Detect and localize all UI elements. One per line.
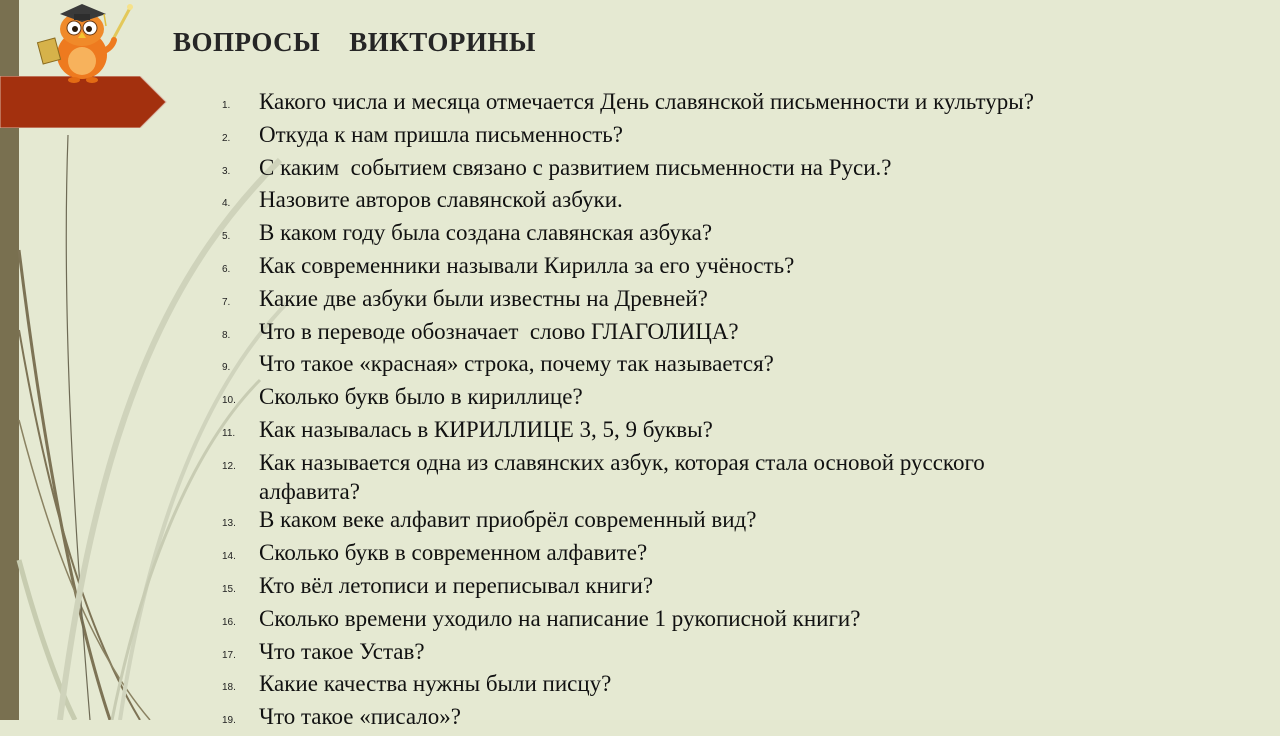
- question-text: Как называется одна из славянских азбук, которая стала основой русского алфавита?: [259, 449, 991, 504]
- question-text: В каком году была создана славянская азбука?: [259, 220, 713, 246]
- question-text: Что такое «красная» строка, почему так называется?: [259, 351, 774, 377]
- question-text: Как современники называли Кирилла за его учёность?: [259, 252, 795, 278]
- question-text: Сколько букв в современном алфавите?: [259, 540, 648, 566]
- question-number: 11.: [222, 427, 236, 439]
- question-number: 2.: [222, 132, 231, 144]
- question-item: [222, 219, 1082, 252]
- question-item: [222, 318, 1082, 351]
- question-number: 12.: [222, 460, 236, 472]
- question-text: Сколько букв было в кириллице?: [259, 384, 583, 410]
- question-text: Какие качества нужны были писцу?: [259, 671, 612, 697]
- question-number: 8.: [222, 329, 231, 341]
- slide-title: ВОПРОСЫ ВИКТОРИНЫ: [173, 27, 536, 57]
- question-text: Откуда к нам пришла письменность?: [259, 121, 623, 147]
- question-item: [222, 539, 1082, 572]
- question-item: [222, 252, 1082, 285]
- question-text: Что такое Устав?: [259, 638, 425, 664]
- question-text: Кто вёл летописи и переписывал книги?: [259, 572, 654, 598]
- question-number: 1.: [222, 100, 231, 111]
- question-item: [222, 638, 1082, 671]
- question-text: Как называлась в КИРИЛЛИЦЕ 3, 5, 9 буквы?: [259, 416, 713, 442]
- question-item: [222, 572, 1082, 605]
- question-number: 13.: [222, 518, 236, 530]
- question-item: [222, 88, 1082, 121]
- question-number: 4.: [222, 198, 231, 210]
- question-item: [222, 154, 1082, 187]
- question-item: [222, 186, 1082, 219]
- question-number: 14.: [222, 551, 236, 563]
- question-text: Какие две азбуки были известны на Древней?: [259, 285, 708, 311]
- question-item: [222, 285, 1082, 318]
- question-text: Какого числа и месяца отмечается День славянской письменности и культуры?: [259, 89, 1034, 114]
- question-item: [222, 121, 1082, 154]
- question-number: 3.: [222, 165, 231, 177]
- question-text: Что в переводе обозначает слово ГЛАГОЛИЦА?: [259, 318, 739, 344]
- question-number: 16.: [222, 616, 236, 628]
- question-item: [222, 670, 1082, 703]
- question-item: [222, 605, 1082, 638]
- question-number: 7.: [222, 296, 231, 308]
- question-number: 18.: [222, 682, 236, 694]
- question-number: 6.: [222, 263, 231, 275]
- question-text: Сколько времени уходило на написание 1 рукописной книги?: [259, 605, 861, 631]
- question-number: 10.: [222, 395, 236, 407]
- question-number: 15.: [222, 583, 236, 595]
- question-item: [222, 506, 1082, 539]
- questions-list: [222, 88, 1082, 736]
- question-item: [222, 383, 1082, 416]
- question-number: 19.: [222, 715, 236, 727]
- question-number: 5.: [222, 231, 231, 243]
- question-item: [222, 449, 1082, 507]
- question-text: В каком веке алфавит приобрёл современный вид?: [259, 507, 757, 533]
- question-text: Что такое «писало»?: [259, 704, 461, 730]
- question-item: [222, 350, 1082, 383]
- question-number: 17.: [222, 649, 236, 661]
- question-item: [222, 416, 1082, 449]
- question-text: Назовите авторов славянской азбуки.: [259, 187, 623, 213]
- question-text: С каким событием связано с развитием письменности на Руси.?: [259, 154, 892, 180]
- owl-teacher-icon: [30, 0, 140, 88]
- question-number: 9.: [222, 362, 231, 374]
